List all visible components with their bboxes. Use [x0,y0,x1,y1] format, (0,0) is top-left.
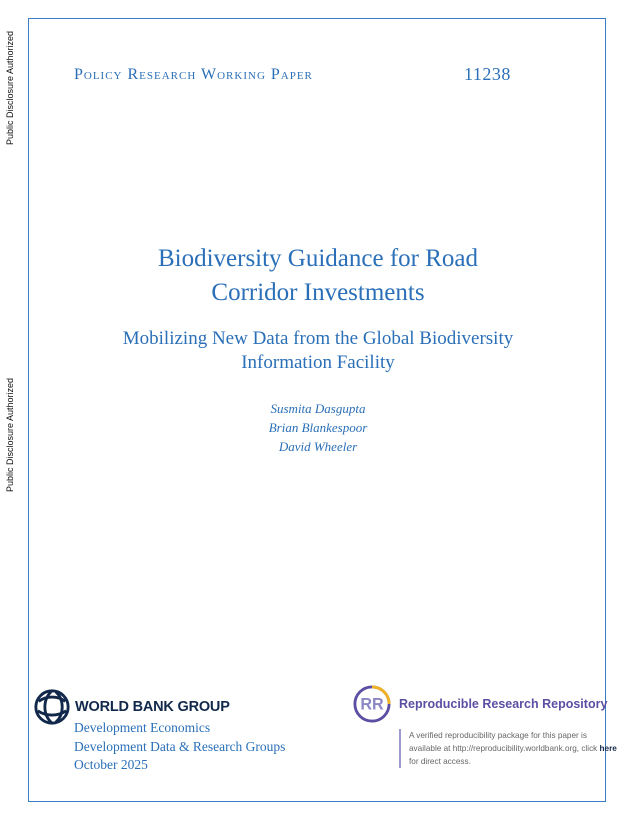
subtitle-line: Information Facility [241,352,395,373]
rrr-logo-icon [353,685,391,723]
author-list [29,399,607,456]
repository-link[interactable]: here [599,744,617,753]
publisher-line: Development Data & Research Groups [74,738,286,754]
series-header [74,64,511,84]
repository-note-suffix: for direct access. [409,757,471,766]
repository-note [399,729,621,768]
publisher-info [74,719,285,775]
publication-date: October 2025 [74,757,148,772]
series-label: Policy Research Working Paper [74,66,313,83]
world-bank-globe-icon [33,688,71,726]
svg-text:RR: RR [360,695,384,714]
title-line: Biodiversity Guidance for Road [157,245,479,272]
repository-note-text: A verified reproducibility package for this paper is available at http://reproducibility.worldbank.org, click [409,731,600,753]
disclosure-label-middle: Public Disclosure Authorized [5,377,15,493]
author-name: Brian Blankespoor [268,420,368,435]
repository-name: Reproducible Research Repository [399,697,608,711]
paper-subtitle [29,327,607,375]
cover-frame [28,18,617,802]
title-line: Corridor Investments [211,279,425,306]
publisher-line: Development Economics [74,720,211,735]
paper-title [29,242,607,310]
reproducible-repository-logo [353,685,607,723]
author-name: Susmita Dasgupta [270,401,366,416]
paper-number: 11238 [464,64,511,84]
disclosure-label-top: Public Disclosure Authorized [5,30,15,146]
subtitle-line: Mobilizing New Data from the Global Biodiversity [122,328,514,349]
world-bank-name: WORLD BANK GROUP [75,699,230,715]
author-name: David Wheeler [278,439,358,454]
